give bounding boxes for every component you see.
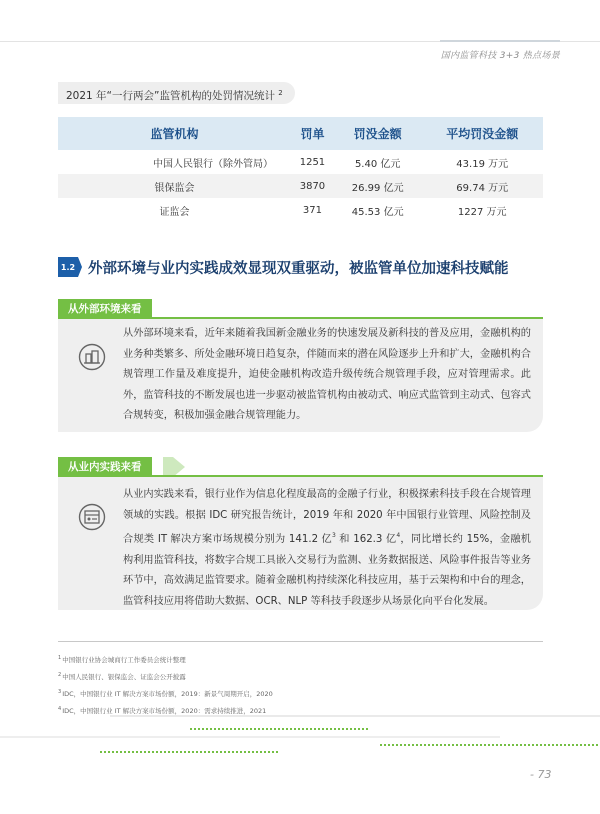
card-industry-text (123, 485, 531, 612)
footnote-ref: 4 (396, 532, 401, 539)
table-cell: 证监会 (159, 206, 190, 218)
footnote-number: 1 (58, 655, 62, 661)
card-tab-industry: 从业内实践来看 (58, 457, 152, 477)
header-cell-agency: 监管机构 (58, 117, 291, 150)
card-industry-practice (58, 477, 543, 610)
footnote-text: IDC，中国银行业 IT 解决方案市场份额，2019：新景气周期开启，2020 (62, 690, 273, 698)
table-cell: 26.99 亿元 (334, 174, 421, 198)
table-cell: 43.19 万元 (456, 158, 509, 170)
table-cell: 银保监会 (58, 174, 291, 198)
table-cell: 1251 (299, 156, 326, 168)
header-cell-amount: 罚没金额 (334, 117, 421, 150)
running-header: 国内监管科技 3+3 热点场景 (440, 51, 560, 61)
footnotes (58, 650, 273, 718)
card-industry-text-part: ，同比增长约 15%，金融机构利用监管科技，将数字合规工具嵌入交易行为监测、业务数据报送、风险事件报告等业务环节中，高效满足监管要求。随着金融机构持续深化科技应用，基于云架构和中台的理念，监管科技应用将借助大数据、OCR、NLP 等科技手段逐步从场景化向平台化发展。 (123, 534, 531, 607)
card-tab-external: 从外部环境来看 (58, 299, 152, 319)
penalty-stats-table (58, 117, 543, 222)
page-number: - 73 (530, 768, 552, 781)
section-title: 外部环境与业内实践成效显现双重驱动，被监管单位加速科技赋能 (88, 260, 509, 277)
footnote-rule (58, 641, 543, 642)
footnote-number: 2 (58, 672, 62, 678)
table-cell: 中国人民银行（除外管局） (152, 158, 273, 170)
header-cell-average: 平均罚没金额 (421, 117, 543, 150)
footnote-item (58, 650, 273, 667)
footnote-text: 中国银行业协会城商行工作委员会统计整理 (62, 656, 186, 664)
table-caption-footnote-ref: 2 (278, 89, 283, 97)
footnote-item (58, 667, 273, 684)
footnote-text: IDC，中国银行业 IT 解决方案市场份额，2020：需求持续推进，2021 (62, 707, 267, 715)
table-header-row (58, 117, 543, 150)
table-row (58, 174, 543, 198)
section-heading (58, 255, 509, 279)
footnote-item (58, 684, 273, 701)
card-external-environment (58, 319, 543, 432)
table-cell: 5.40 亿元 (354, 158, 401, 170)
table-cell: 69.74 万元 (421, 174, 543, 198)
card-industry-text-part: 从业内实践来看，银行业作为信息化程度最高的金融子行业，积极探索科技手段在合规管理领域的实践。根据 IDC 研究报告统计，2019 年和 2020 年中国银行业管理、风险控制及合规类 IT 解决方案市场规模分别为 141.2 亿 (123, 489, 531, 545)
footnote-number: 4 (58, 706, 62, 712)
table-caption (58, 82, 295, 104)
footnote-ref: 3 (331, 532, 336, 539)
building-icon (78, 343, 106, 371)
table-cell: 3870 (291, 174, 334, 198)
card-industry-text-part: 和 162.3 亿 (335, 534, 397, 545)
header-cell-tickets: 罚单 (291, 117, 334, 150)
bottom-decoration-lines (0, 715, 600, 760)
footnote-text: 中国人民银行、银保监会、证监会公开披露 (62, 673, 186, 681)
table-row (58, 198, 543, 222)
header-accent-rule (440, 40, 560, 42)
footnote-number: 3 (58, 689, 62, 695)
section-number-badge: 1.2 (58, 257, 78, 277)
card-external-text: 从外部环境来看，近年来随着我国新金融业务的快速发展及新科技的普及应用，金融机构的业务种类繁多、所处金融环境日趋复杂，伴随而来的潜在风险逐步上升和扩大，金融机构合规管理工作量及难度提升，迫使金融机构改造升级传统合规管理手段，应对管理需求。此外，监管科技的不断发展也进一步驱动被监管机构由被动式、响应式监管到主动式、包容式合规转变，积极加强金融合规管理能力。 (123, 328, 531, 421)
table-caption-text: 2021 年“一行两会”监管机构的处罚情况统计 (66, 90, 275, 102)
table-cell: 45.53 亿元 (351, 206, 404, 218)
table-cell: 1227 万元 (457, 206, 507, 218)
table-cell: 371 (302, 204, 322, 216)
network-icon (78, 503, 106, 531)
tab-arrow-decoration (163, 457, 187, 477)
table-row (58, 150, 543, 174)
